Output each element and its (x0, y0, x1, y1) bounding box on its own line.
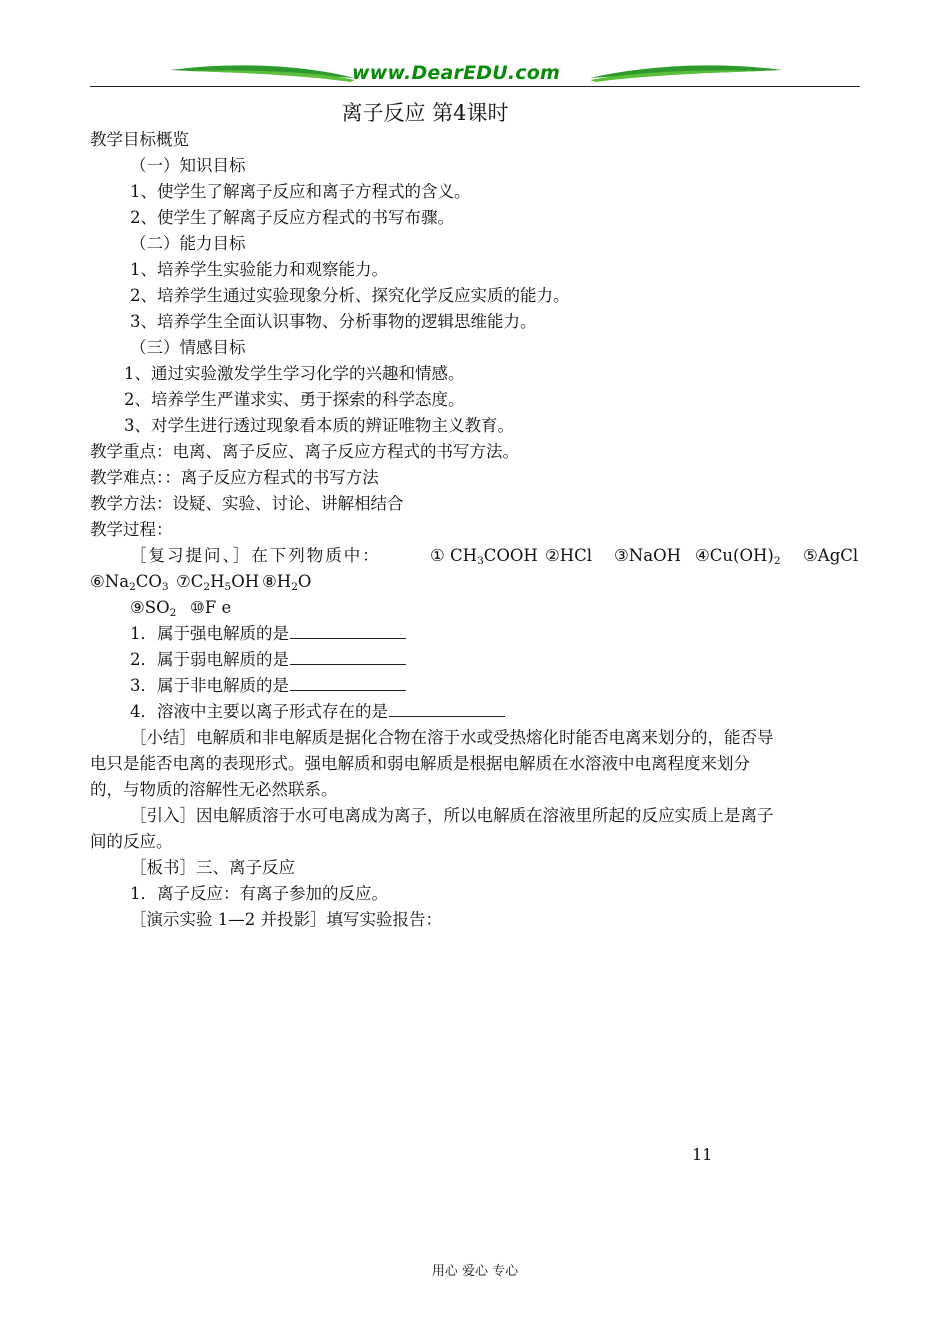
board-heading: ［板书］三、离子反应 (130, 858, 295, 877)
board-demo: ［演示实验 1—2 并投影］填写实验报告： (130, 910, 442, 929)
answer-blank[interactable] (290, 676, 406, 691)
objectives-heading: 教学目标概览 (90, 130, 189, 149)
methods: 教学方法：设疑、实验、讨论、讲解相结合 (90, 494, 404, 513)
substance: ③NaOH (614, 546, 681, 565)
board-definition: 1．离子反应：有离子参加的反应。 (130, 884, 388, 903)
review-question: 1．属于强电解质的是 (130, 624, 406, 644)
difficulties: 教学难点：：离子反应方程式的书写方法 (90, 468, 379, 487)
ability-item: 3、培养学生全面认识事物、分析事物的逻辑思维能力。 (130, 312, 537, 331)
site-logo-text: www.DearEDU.com (352, 62, 561, 84)
emotion-item: 3、对学生进行透过现象看本质的辨证唯物主义教育。 (124, 416, 514, 435)
knowledge-item: 2、使学生了解离子反应方程式的书写布骤。 (130, 208, 454, 227)
intro-text: ［引入］因电解质溶于水可电离成为离子，所以电解质在溶液里所起的反应实质上是离子 (130, 806, 774, 825)
page-title: 离子反应 第4课时 (341, 101, 509, 125)
emotion-item: 2、培养学生严谨求实、勇于探索的科学态度。 (124, 390, 465, 409)
substance: $④Cu(OH)_2$ (695, 546, 781, 567)
summary-text: 电只是能否电离的表现形式。强电解质和弱电解质是根据电解质在水溶液中电离程度来划分 (90, 754, 750, 773)
emotion-item: 1、通过实验激发学生学习化学的兴趣和情感。 (124, 364, 465, 383)
ability-heading: （二）能力目标 (130, 234, 246, 253)
substance: ⑤AgCl (803, 546, 859, 565)
answer-blank[interactable] (290, 624, 406, 639)
ability-item: 1、培养学生实验能力和观察能力。 (130, 260, 388, 279)
ability-item: 2、培养学生通过实验现象分析、探究化学反应实质的能力。 (130, 286, 570, 305)
intro-text: 间的反应。 (90, 832, 173, 851)
emotion-heading: （三）情感目标 (130, 338, 246, 357)
knowledge-item: 1、使学生了解离子反应和离子方程式的含义。 (130, 182, 471, 201)
process-heading: 教学过程： (90, 520, 173, 539)
review-question: 4．溶液中主要以离子形式存在的是 (130, 702, 505, 722)
answer-blank[interactable] (389, 702, 505, 717)
page-number: 11 (692, 1145, 713, 1164)
footer-slogan: 用心 爱心 专心 (431, 1264, 519, 1279)
review-question: 2．属于弱电解质的是 (130, 650, 406, 670)
substance: ① $CH_3COOH$ (430, 546, 538, 567)
substance: $⑧H_2O$ (262, 572, 312, 593)
review-prompt: ［复习提问、］在下列物质中： (130, 546, 381, 565)
substance: $⑨SO_2$ (130, 598, 177, 619)
answer-blank[interactable] (290, 650, 406, 665)
review-question: 3．属于非电解质的是 (130, 676, 406, 696)
summary-text: ［小结］电解质和非电解质是据化合物在溶于水或受热熔化时能否电离来划分的，能否导 (130, 728, 774, 747)
substance: ⑩F e (190, 598, 232, 617)
key-points: 教学重点：电离、离子反应、离子反应方程式的书写方法。 (90, 442, 519, 461)
substance: ②HCl (545, 546, 593, 565)
substance: $⑥Na_2CO_3$ (90, 572, 169, 593)
header-divider (90, 86, 860, 87)
substance: $⑦C_2H_5OH$ (176, 572, 260, 593)
knowledge-heading: （一）知识目标 (130, 156, 246, 175)
summary-text: 的，与物质的溶解性无必然联系。 (90, 780, 338, 799)
